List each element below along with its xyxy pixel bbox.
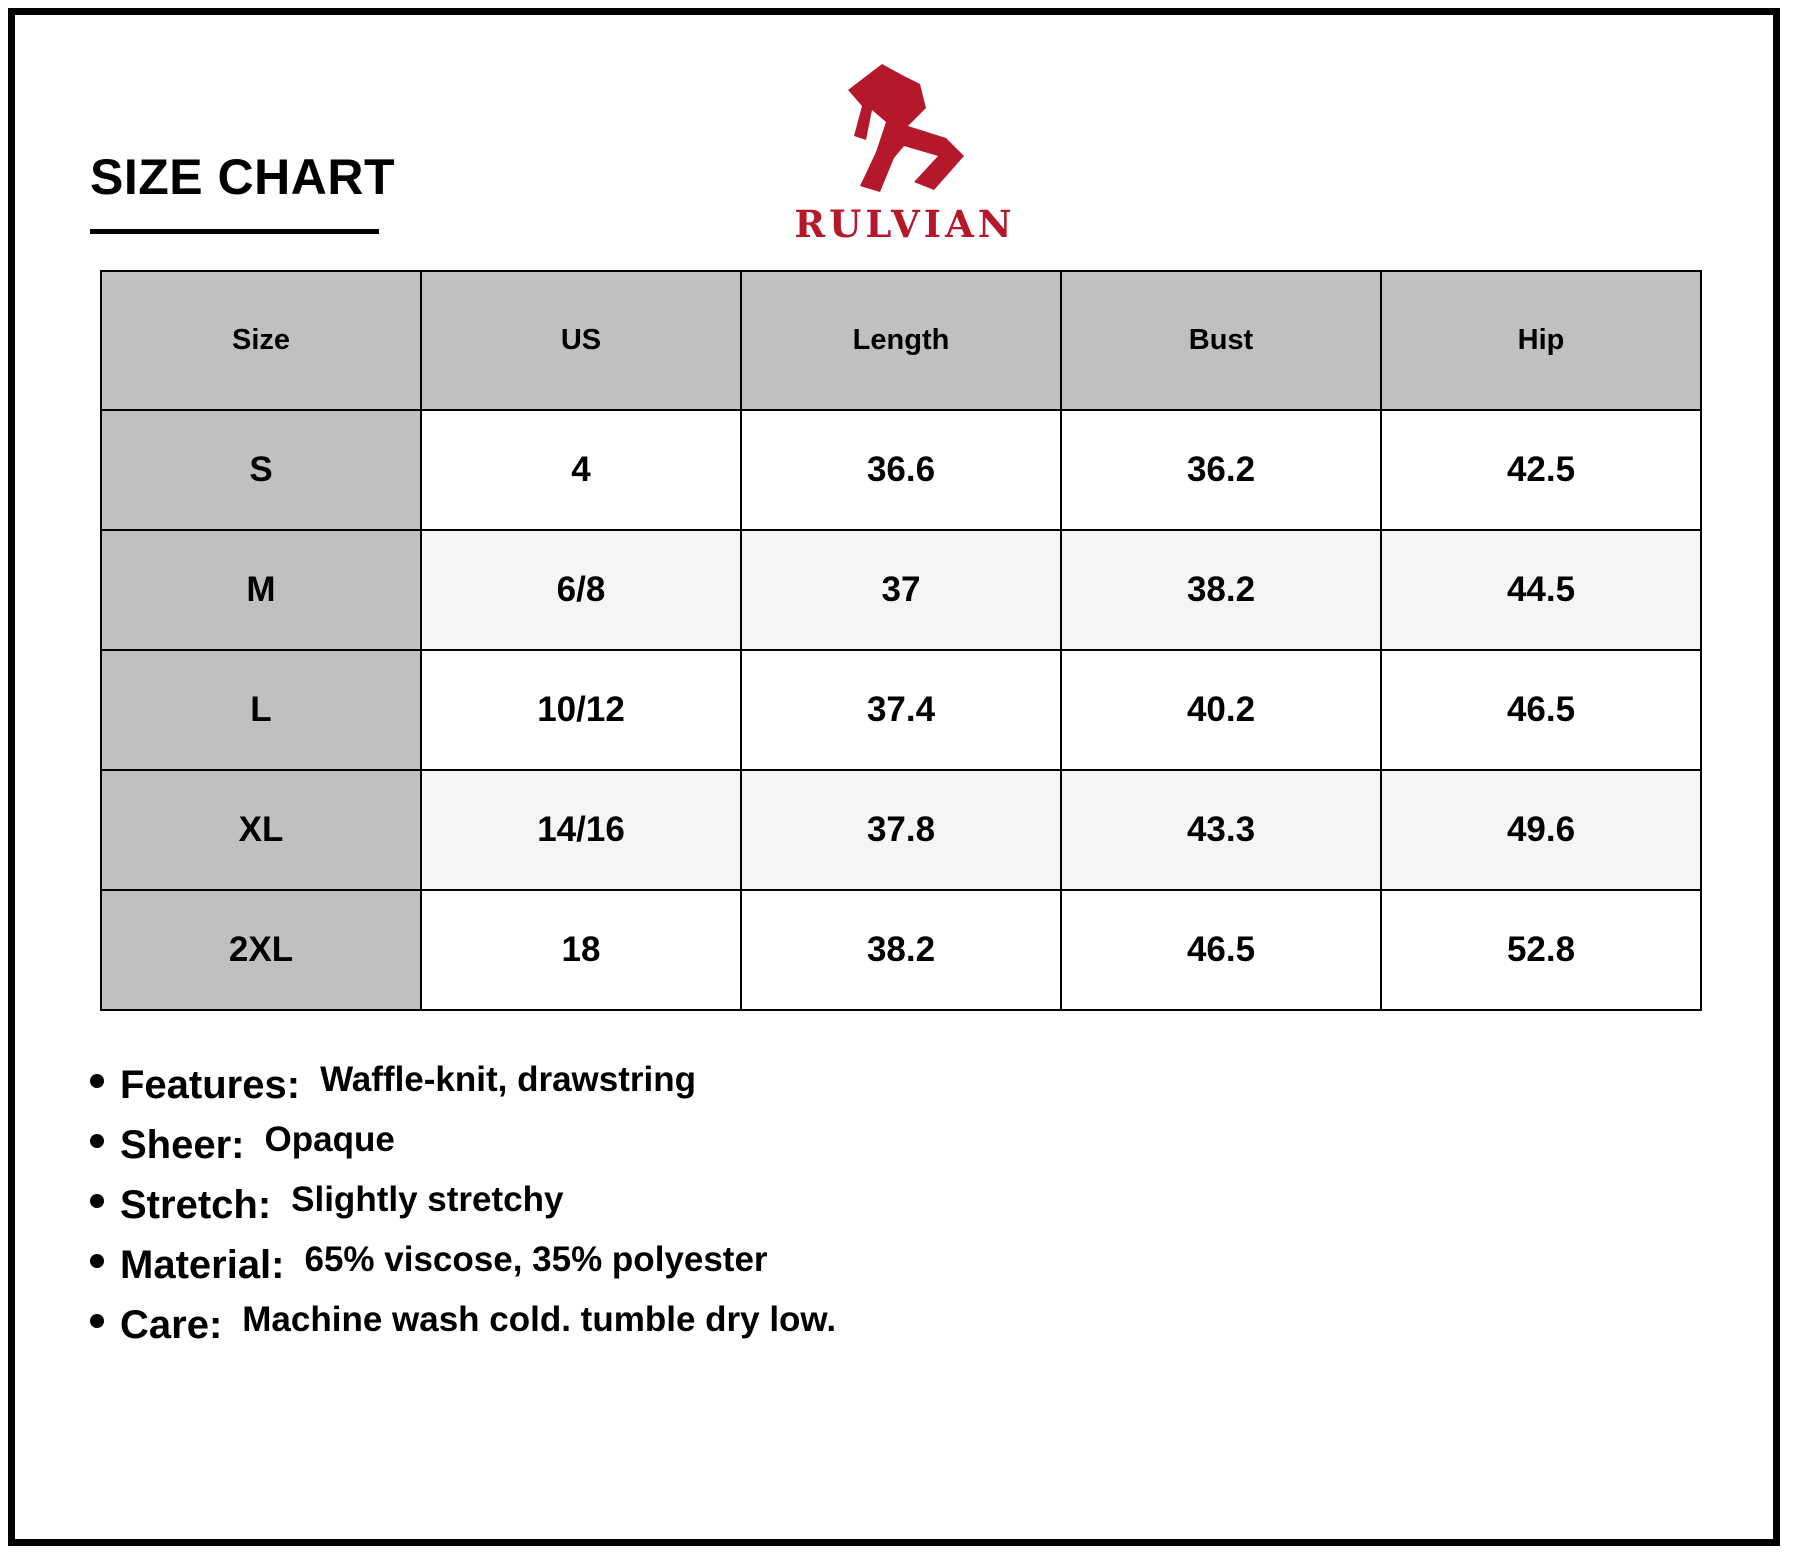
cell-bust: 43.3 <box>1061 770 1381 890</box>
brand-r-icon <box>842 62 968 194</box>
brand-logo <box>780 62 1030 252</box>
cell-hip: 52.8 <box>1381 890 1701 1010</box>
detail-label: Care: <box>120 1302 223 1347</box>
cell-length: 38.2 <box>741 890 1061 1010</box>
cell-bust: 46.5 <box>1061 890 1381 1010</box>
cell-length: 37 <box>741 530 1061 650</box>
detail-value: Waffle-knit, drawstring <box>320 1060 697 1099</box>
cell-bust: 36.2 <box>1061 410 1381 530</box>
cell-bust: 38.2 <box>1061 530 1381 650</box>
detail-material <box>90 1235 836 1295</box>
cell-us: 18 <box>421 890 741 1010</box>
brand-wordmark: RULVIAN <box>794 202 1016 246</box>
page-title: SIZE CHART <box>90 149 395 205</box>
size-table <box>100 270 1702 1011</box>
detail-value: Machine wash cold. tumble dry low. <box>242 1300 837 1339</box>
cell-us: 6/8 <box>421 530 741 650</box>
table-row <box>101 650 1701 770</box>
header-length: Length <box>741 271 1061 410</box>
detail-value: Slightly stretchy <box>291 1180 564 1219</box>
product-details-list <box>90 1055 836 1355</box>
bullet-icon <box>90 1194 104 1208</box>
table-header-row <box>101 271 1701 410</box>
cell-size: 2XL <box>101 890 421 1010</box>
detail-sheer <box>90 1115 836 1175</box>
cell-length: 37.4 <box>741 650 1061 770</box>
cell-size: S <box>101 410 421 530</box>
cell-us: 4 <box>421 410 741 530</box>
table-row <box>101 530 1701 650</box>
cell-bust: 40.2 <box>1061 650 1381 770</box>
bullet-icon <box>90 1074 104 1088</box>
cell-us: 10/12 <box>421 650 741 770</box>
cell-hip: 49.6 <box>1381 770 1701 890</box>
cell-size: L <box>101 650 421 770</box>
detail-label: Features: <box>120 1062 301 1107</box>
cell-size: M <box>101 530 421 650</box>
cell-hip: 42.5 <box>1381 410 1701 530</box>
header-us: US <box>421 271 741 410</box>
table-row <box>101 890 1701 1010</box>
header-bust: Bust <box>1061 271 1381 410</box>
detail-label: Sheer: <box>120 1122 245 1167</box>
detail-value: Opaque <box>264 1120 395 1159</box>
header-hip: Hip <box>1381 271 1701 410</box>
detail-features <box>90 1055 836 1115</box>
detail-value: 65% viscose, 35% polyester <box>304 1240 768 1279</box>
bullet-icon <box>90 1314 104 1328</box>
header-size: Size <box>101 271 421 410</box>
detail-label: Stretch: <box>120 1182 272 1227</box>
detail-label: Material: <box>120 1242 285 1287</box>
title-underline <box>90 229 379 234</box>
detail-care <box>90 1295 836 1355</box>
table-row <box>101 770 1701 890</box>
table-row <box>101 410 1701 530</box>
cell-size: XL <box>101 770 421 890</box>
cell-length: 37.8 <box>741 770 1061 890</box>
bullet-icon <box>90 1134 104 1148</box>
cell-hip: 44.5 <box>1381 530 1701 650</box>
cell-hip: 46.5 <box>1381 650 1701 770</box>
cell-us: 14/16 <box>421 770 741 890</box>
bullet-icon <box>90 1254 104 1268</box>
cell-length: 36.6 <box>741 410 1061 530</box>
detail-stretch <box>90 1175 836 1235</box>
